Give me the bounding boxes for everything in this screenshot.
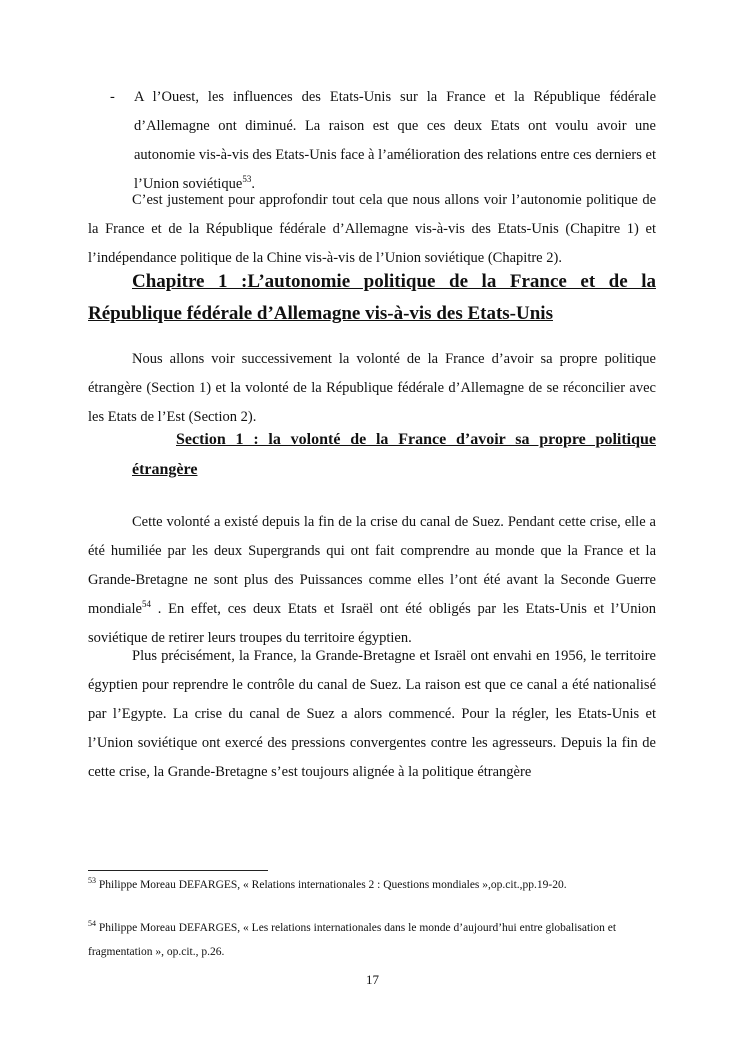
paragraph-suez-crisis: Plus précisément, la France, la Grande-Bretagne et Israël ont envahi en 1956, le territoire égyptien pour reprendre le contrôle du canal de Suez. La raison est que ce canal a été nationalisé par l’Egypte. La crise du canal de Suez a alors commencé. Pour la régler, les Etats-Unis et l’Union soviétique ont exercé des pressions convergentes contre les agresseurs. Depuis la fin de cette crise, la Grande-Bretagne s’est toujours alignée à la politique étrangère (88, 648, 656, 780)
footnote-ref-53[interactable]: 53 (242, 174, 252, 185)
footnote-number: 53 (88, 876, 96, 886)
paragraph-text-cont: . En effet, ces deux Etats et Israël ont été obligés par les Etats-Unis et l’Union soviétique de retirer leurs troupes du territoire égyptien. (88, 601, 656, 646)
chapter-intro-paragraph: Nous allons voir successivement la volonté de la France d’avoir sa propre politique étrangère (Section 1) et la volonté de la République fédérale d’Allemagne de se réconcilier avec les Etats de l’Est (Section 2). (88, 351, 656, 425)
bullet-end: . (251, 176, 255, 192)
bullet-body: A l’Ouest, les influences des Etats-Unis sur la France et la République fédérale d’Allemagne ont diminué. La raison est que ces deux Etats ont voulu avoir une autonomie vis-à-vis des Etats-Unis face à l’amélioration des relations entre ces derniers et l’Union soviétique (134, 89, 656, 192)
footnote-54 (88, 916, 656, 964)
section-heading: Section 1 : la volonté de la France d’avoir sa propre politique étrangère (132, 431, 656, 478)
footnote-number: 54 (88, 919, 96, 929)
bullet-item (110, 83, 656, 199)
bullet-text (134, 83, 656, 199)
footnote-53 (88, 873, 656, 897)
bullet-dash: - (110, 89, 115, 105)
chapter-heading: Chapitre 1 :L’autonomie politique de la France et de la République fédérale d’Allemagne vis-à-vis des Etats-Unis (88, 271, 656, 324)
footnote-text: Philippe Moreau DEFARGES, « Relations internationales 2 : Questions mondiales »,op.cit.,pp.19-20. (96, 879, 567, 891)
paragraph-suez-humiliation (88, 508, 656, 653)
footnote-ref-54[interactable]: 54 (141, 599, 151, 610)
paragraph-text: Cette volonté a existé depuis la fin de la crise du canal de Suez. Pendant cette crise, elle a été humiliée par les deux Supergrands qui ont fait comprendre au monde que la France et la Grande-Bretagne ne sont plus des Puissances comme elles l’ont été avant la Seconde Guerre mondiale (88, 514, 656, 617)
footnote-text: Philippe Moreau DEFARGES, « Les relations internationales dans le monde d’aujourd’hui entre globalisation et fragmentation », op.cit., p.26. (88, 922, 617, 958)
page-number: 17 (366, 972, 379, 987)
footnote-separator (88, 870, 268, 871)
intro-paragraph: C’est justement pour approfondir tout cela que nous allons voir l’autonomie politique de la France et de la République fédérale d’Allemagne vis-à-vis des Etats-Unis (Chapitre 1) et l’indépendance politique de la Chine vis-à-vis de l’Union soviétique (Chapitre 2). (88, 192, 656, 266)
